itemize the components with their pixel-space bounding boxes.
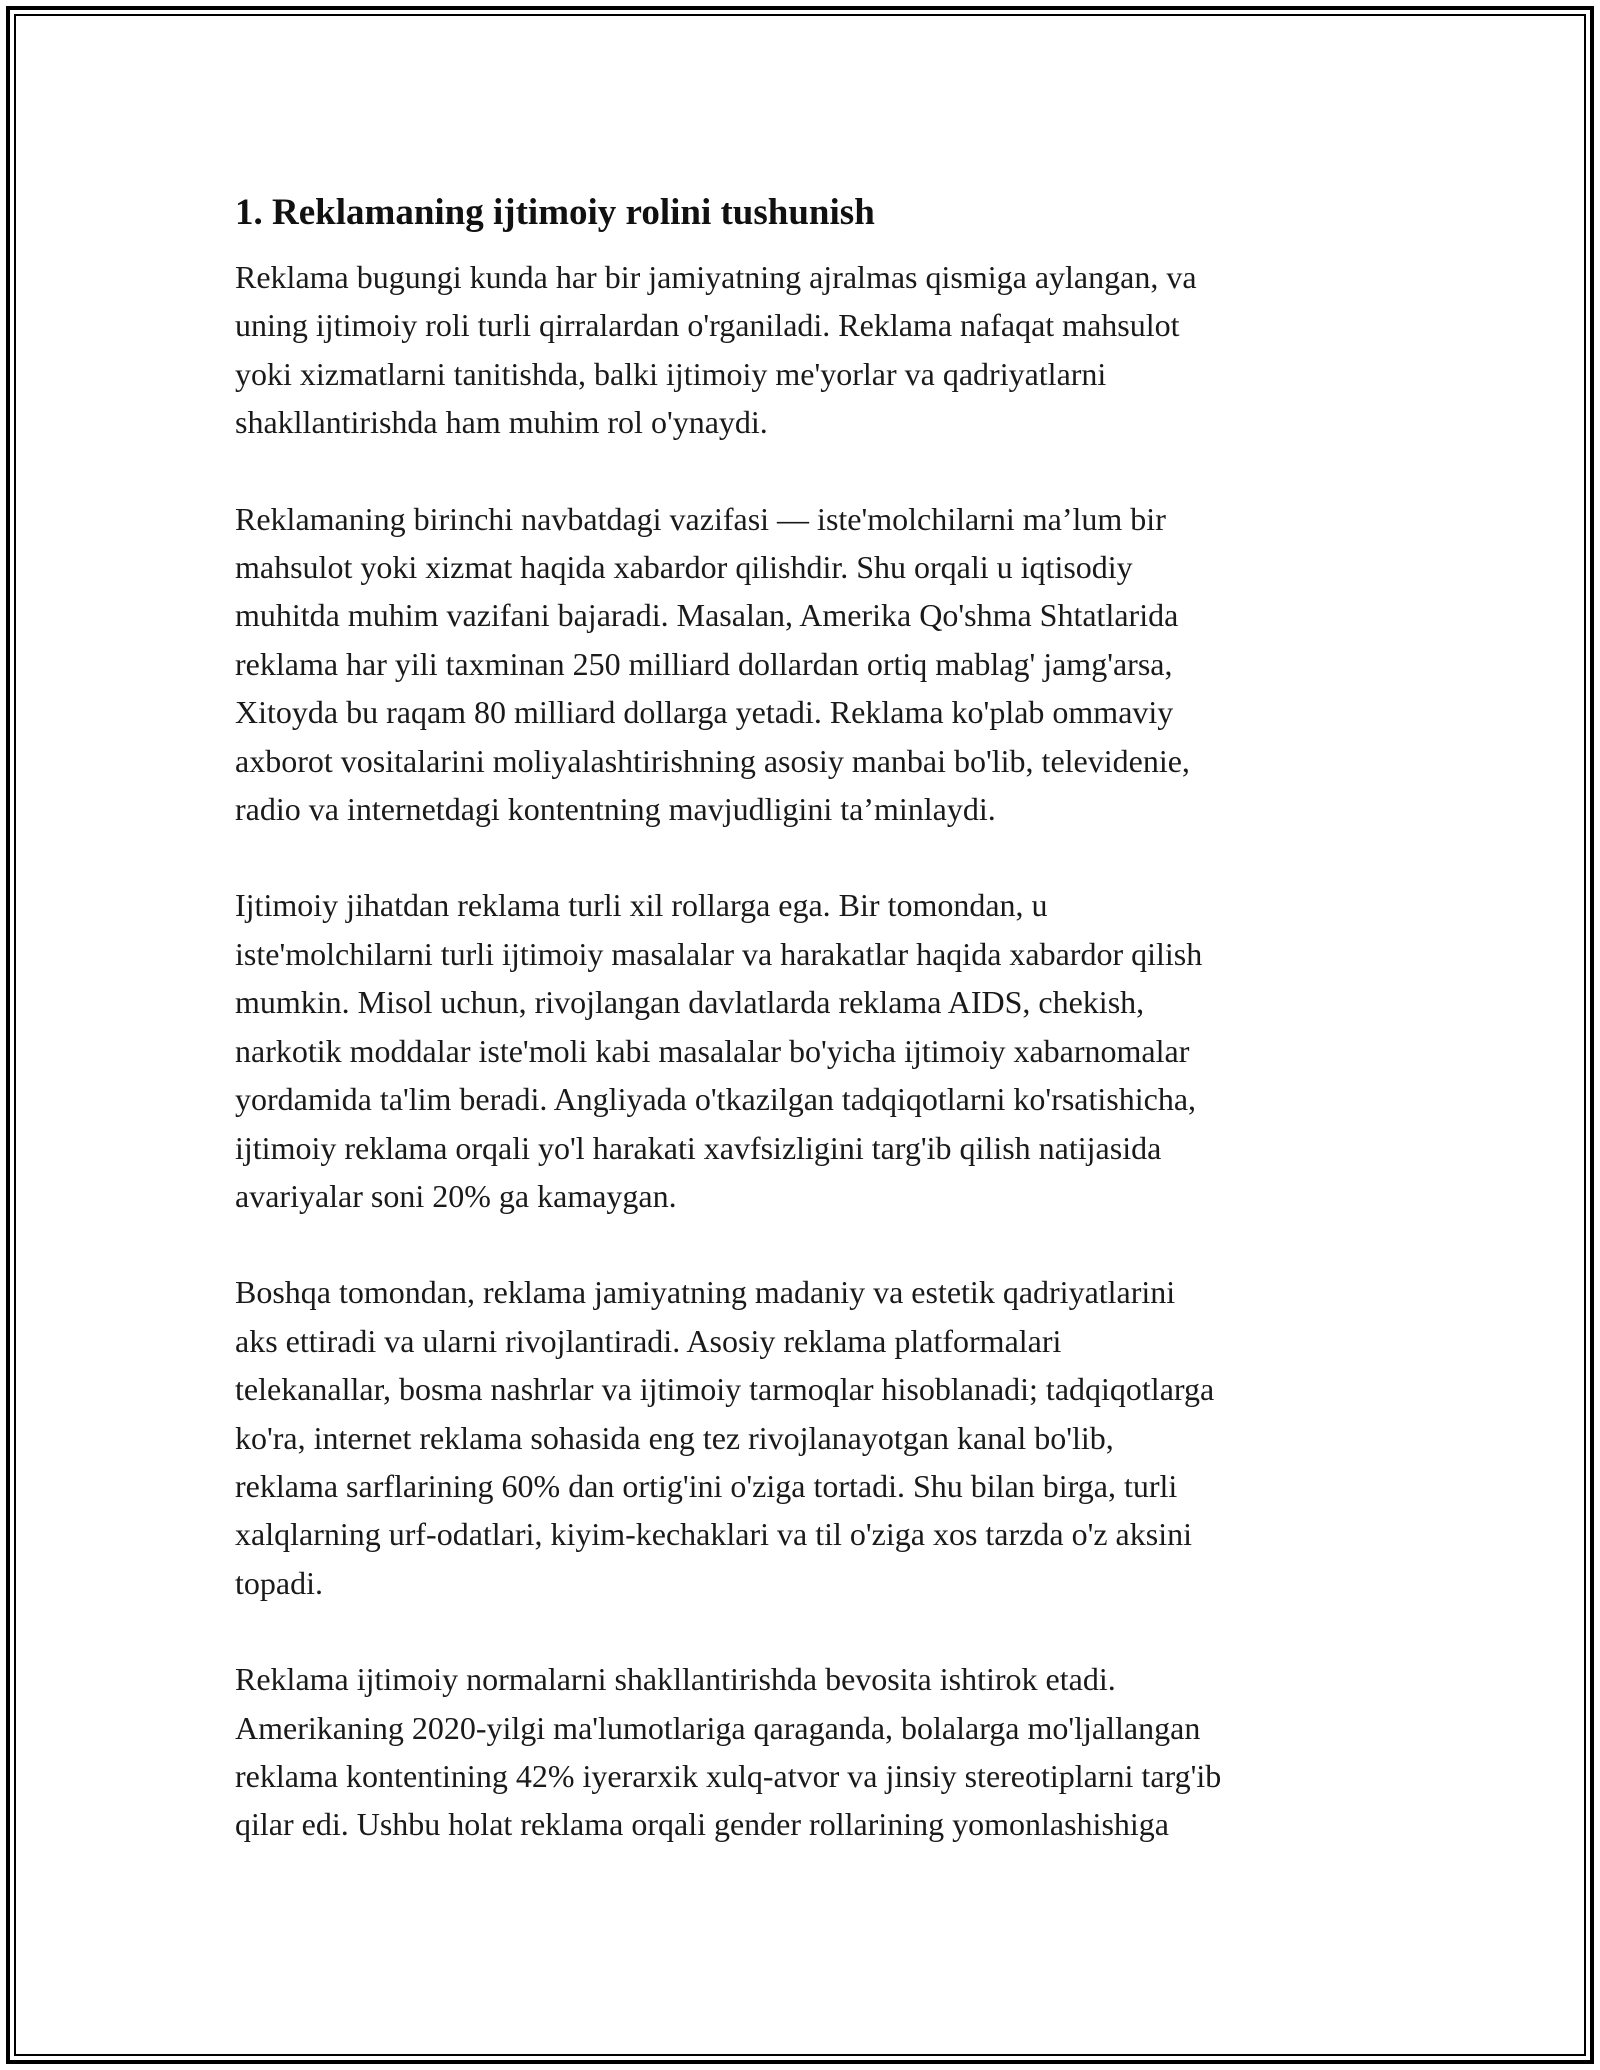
- text-line: yoki xizmatlarni tanitishda, balki ijtimoiy me'yorlar va qadriyatlarni: [235, 355, 1107, 392]
- paragraph-4: [235, 1268, 1380, 1607]
- text-line: narkotik moddalar iste'moli kabi masalalar bo'yicha ijtimoiy xabarnomalar: [235, 1032, 1190, 1069]
- text-line: Amerikaning 2020-yilgi ma'lumotlariga qaraganda, bolalarga mo'ljallangan: [235, 1709, 1201, 1746]
- paragraph-1: [235, 253, 1380, 447]
- document-body: [235, 185, 1380, 1897]
- text-line: reklama sarflarining 60% dan ortig'ini o'ziga tortadi. Shu bilan birga, turli: [235, 1467, 1178, 1504]
- text-line: Boshqa tomondan, reklama jamiyatning madaniy va estetik qadriyatlarini: [235, 1274, 1176, 1311]
- text-line: telekanallar, bosma nashrlar va ijtimoiy tarmoqlar hisoblanadi; tadqiqotlarga: [235, 1371, 1215, 1408]
- text-line: yordamida ta'lim beradi. Angliyada o'tkazilgan tadqiqotlarni ko'rsatishicha,: [235, 1081, 1197, 1118]
- text-line: shakllantirishda ham muhim rol o'ynaydi.: [235, 404, 768, 441]
- text-line: reklama kontentining 42% iyerarxik xulq-atvor va jinsiy stereotiplarni targ'ib: [235, 1757, 1222, 1794]
- text-line: avariyalar soni 20% ga kamaygan.: [235, 1177, 677, 1214]
- text-line: uning ijtimoiy roli turli qirralardan o'rganiladi. Reklama nafaqat mahsulot: [235, 307, 1180, 344]
- text-line: qilar edi. Ushbu holat reklama orqali gender rollarining yomonlashishiga: [235, 1806, 1169, 1843]
- paragraph-3: [235, 881, 1380, 1220]
- text-line: Ijtimoiy jihatdan reklama turli xil rollarga ega. Bir tomondan, u: [235, 887, 1048, 924]
- text-line: iste'molchilarni turli ijtimoiy masalalar va harakatlar haqida xabardor qilish: [235, 935, 1203, 972]
- text-line: Reklama ijtimoiy normalarni shakllantirishda bevosita ishtirok etadi.: [235, 1661, 1116, 1698]
- text-line: mumkin. Misol uchun, rivojlangan davlatlarda reklama AIDS, chekish,: [235, 984, 1145, 1021]
- text-line: topadi.: [235, 1564, 323, 1601]
- text-line: Xitoyda bu raqam 80 milliard dollarga yetadi. Reklama ko'plab ommaviy: [235, 694, 1174, 731]
- text-line: reklama har yili taxminan 250 milliard dollardan ortiq mablag' jamg'arsa,: [235, 645, 1173, 682]
- text-line: xalqlarning urf-odatlari, kiyim-kechaklari va til o'ziga xos tarzda o'z aksini: [235, 1516, 1192, 1553]
- paragraph-2: [235, 495, 1380, 834]
- text-line: Reklamaning birinchi navbatdagi vazifasi — iste'molchilarni ma’lum bir: [235, 500, 1166, 537]
- paragraph-5: [235, 1655, 1380, 1849]
- text-line: ko'ra, internet reklama sohasida eng tez rivojlanayotgan kanal bo'lib,: [235, 1419, 1114, 1456]
- text-line: radio va internetdagi kontentning mavjudligini ta’minlaydi.: [235, 791, 996, 828]
- paragraph-list: [235, 253, 1380, 1849]
- text-line: axborot vositalarini moliyalashtirishning asosiy manbai bo'lib, televidenie,: [235, 742, 1190, 779]
- text-line: ijtimoiy reklama orqali yo'l harakati xavfsizligini targ'ib qilish natijasida: [235, 1129, 1162, 1166]
- text-line: Reklama bugungi kunda har bir jamiyatning ajralmas qismiga aylangan, va: [235, 259, 1197, 295]
- text-line: aks ettiradi va ularni rivojlantiradi. Asosiy reklama platformalari: [235, 1322, 1062, 1359]
- text-line: muhitda muhim vazifani bajaradi. Masalan, Amerika Qo'shma Shtatlarida: [235, 597, 1179, 634]
- section-heading: 1. Reklamaning ijtimoiy rolini tushunish: [235, 192, 875, 233]
- text-line: mahsulot yoki xizmat haqida xabardor qilishdir. Shu orqali u iqtisodiy: [235, 549, 1133, 586]
